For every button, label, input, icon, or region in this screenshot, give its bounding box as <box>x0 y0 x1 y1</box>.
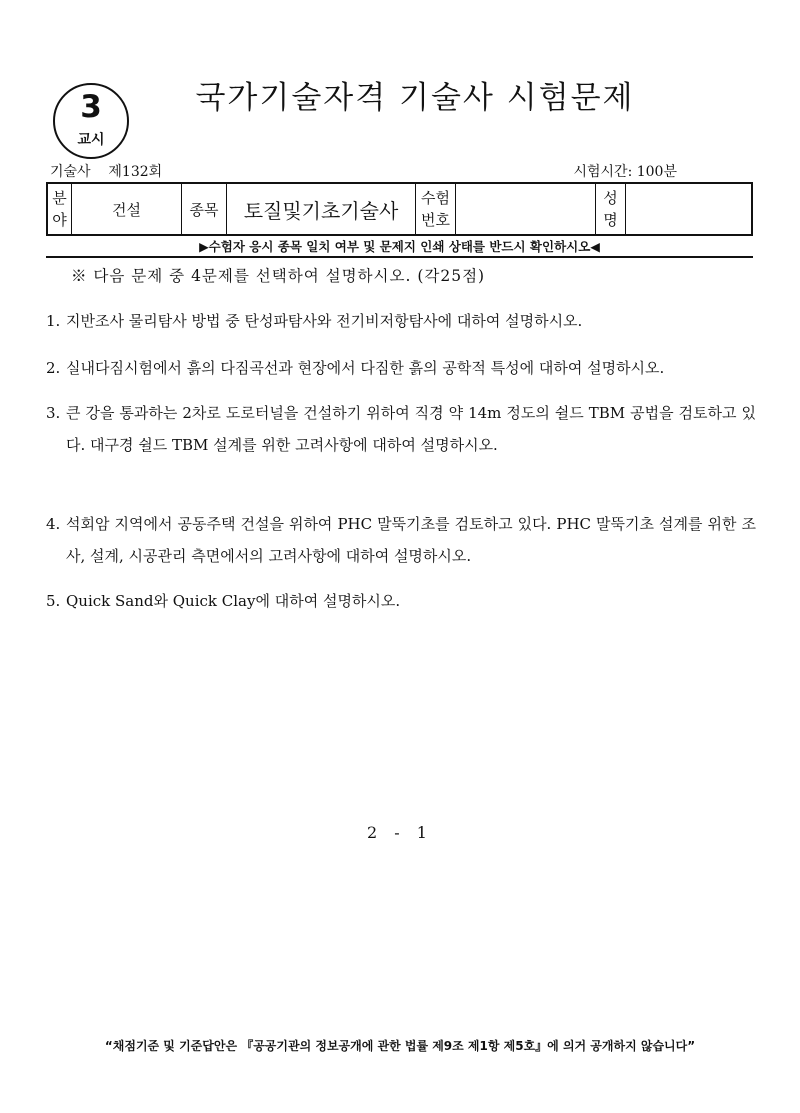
item-value: 토질및기초기술사 <box>227 184 416 234</box>
page-number: 2 - 1 <box>367 823 433 842</box>
exam-meta-left <box>50 161 162 181</box>
instruction-text: ※ 다음 문제 중 4문제를 선택하여 설명하시오. (각25점) <box>71 267 486 285</box>
session-badge <box>53 83 129 159</box>
field-label-cell <box>48 184 72 234</box>
examinee-number-field[interactable] <box>456 184 596 234</box>
question-number: 2. <box>46 359 61 377</box>
question-text: 실내다짐시험에서 흙의 다짐곡선과 현장에서 다짐한 흙의 공학적 특성에 대하여 설명하시오. <box>66 359 665 377</box>
question-number: 4. <box>46 515 61 533</box>
footer-notice: “채점기준 및 기준답안은 『공공기관의 정보공개에 관한 법률 제9조 제1항 제5호』에 의거 공개하지 않습니다” <box>104 1039 696 1053</box>
exam-time: 시험시간: 100분 <box>573 164 677 180</box>
question-text: 큰 강을 통과하는 2차로 도로터널을 건설하기 위하여 직경 약 14m 정도의 쉴드 TBM 공법을 검토하고 있다. 대구경 쉴드 TBM 설계를 위한 고려사항에 대하여 설명하시오. <box>66 404 756 454</box>
question-1 <box>46 305 756 337</box>
examinee-label-cell <box>416 184 456 234</box>
question-number: 5. <box>46 592 61 610</box>
question-number: 3. <box>46 404 61 422</box>
examinee-label-top: 수험 <box>421 189 450 207</box>
name-field[interactable] <box>626 184 751 234</box>
item-label: 종목 <box>182 184 227 234</box>
question-text: 석회암 지역에서 공동주택 건설을 위하여 PHC 말뚝기초를 검토하고 있다. PHC 말뚝기초 설계를 위한 조사, 설계, 시공관리 측면에서의 고려사항에 대하여 설명하시오. <box>66 515 756 565</box>
question-number: 1. <box>46 312 61 330</box>
question-text: 지반조사 물리탐사 방법 중 탄성파탐사와 전기비저항탐사에 대하여 설명하시오. <box>66 312 583 330</box>
exam-round: 제132회 <box>108 164 163 180</box>
field-label-top: 분 <box>52 189 67 207</box>
question-2 <box>46 352 756 384</box>
name-label-top: 성 <box>603 189 618 207</box>
field-value: 건설 <box>72 184 182 234</box>
field-label-bottom: 야 <box>52 211 67 229</box>
page-title: 국가기술자격 기술사 시험문제 <box>195 80 635 116</box>
divider <box>46 256 753 258</box>
exam-info-table <box>46 182 753 236</box>
session-label: 교시 <box>77 132 105 148</box>
question-5 <box>46 585 756 617</box>
question-text: Quick Sand와 Quick Clay에 대하여 설명하시오. <box>66 592 401 610</box>
question-4 <box>46 508 756 572</box>
exam-category: 기술사 <box>50 164 91 180</box>
name-label-cell <box>596 184 626 234</box>
question-3 <box>46 397 756 461</box>
examinee-label-bottom: 번호 <box>421 211 450 229</box>
name-label-bottom: 명 <box>603 211 618 229</box>
notice-text: ▶수험자 응시 종목 일치 여부 및 문제지 인쇄 상태를 반드시 확인하시오◀ <box>199 239 600 254</box>
session-number: 3 <box>80 89 102 125</box>
